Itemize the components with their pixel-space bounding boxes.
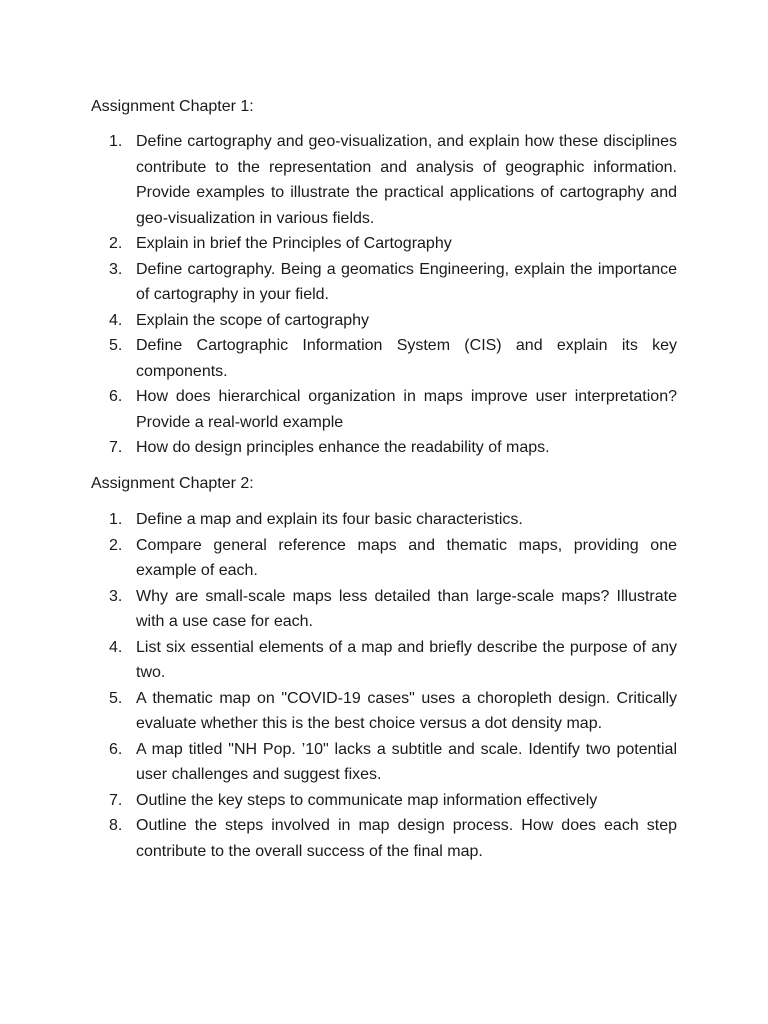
question-text: Why are small-scale maps less detailed than large-scale maps? Illustrate with a use case for each. (136, 587, 677, 630)
question-text: Explain the scope of cartography (136, 311, 370, 329)
question-number: 7. (109, 439, 123, 456)
question-text: Outline the steps involved in map design process. How does each step contribute to the overall success of the final map. (136, 817, 677, 860)
question-number: 4. (109, 638, 123, 656)
chapter-2-question-list (109, 507, 677, 864)
question-text: Compare general reference maps and thematic maps, providing one example of each. (136, 536, 677, 579)
question-number: 2. (109, 235, 123, 252)
question-text: Define a map and explain its four basic characteristics. (136, 511, 523, 528)
question-number: 2. (109, 536, 123, 554)
chapter-2-heading: Assignment Chapter 2: (91, 475, 254, 492)
question-number: 8. (109, 817, 123, 834)
chapter-2-question-1 (109, 507, 677, 533)
question-text: Define Cartographic Information System (CIS) and explain its key components. (136, 337, 677, 380)
question-number: 4. (109, 311, 123, 329)
question-number: 6. (109, 740, 123, 758)
chapter-1-heading: Assignment Chapter 1: (91, 98, 254, 115)
question-number: 1. (109, 511, 123, 528)
question-text: Define cartography. Being a geomatics Engineering, explain the importance of cartography in your field. (136, 260, 677, 303)
chapter-1-question-1 (109, 129, 677, 231)
chapter-2-question-4 (109, 635, 677, 686)
chapter-2-question-7 (109, 788, 677, 814)
question-text: List six essential elements of a map and briefly describe the purpose of any two. (136, 638, 677, 681)
question-number: 5. (109, 689, 123, 707)
question-number: 6. (109, 388, 123, 405)
question-text: Outline the key steps to communicate map information effectively (136, 791, 598, 809)
chapter-1-question-list (109, 129, 677, 461)
chapter-1-question-7 (109, 435, 677, 461)
chapter-1-question-3 (109, 257, 677, 308)
question-number: 3. (109, 260, 123, 278)
question-text: How do design principles enhance the readability of maps. (136, 439, 550, 456)
question-text: Explain in brief the Principles of Cartography (136, 235, 452, 252)
chapter-1-question-2 (109, 231, 677, 257)
chapter-2-question-3 (109, 584, 677, 635)
question-text: How does hierarchical organization in maps improve user interpretation? Provide a real-world example (136, 388, 677, 431)
chapter-2-question-8 (109, 813, 677, 864)
chapter-1-question-5 (109, 333, 677, 384)
chapter-2-question-5 (109, 686, 677, 737)
chapter-2-question-2 (109, 533, 677, 584)
question-text: A thematic map on "COVID-19 cases" uses a choropleth design. Critically evaluate whether this is the best choice versus a dot density map. (136, 689, 677, 732)
chapter-1-question-4 (109, 308, 677, 334)
question-number: 5. (109, 337, 123, 354)
chapter-2-question-6 (109, 737, 677, 788)
question-number: 7. (109, 791, 123, 809)
chapter-1-question-6 (109, 384, 677, 435)
question-text: Define cartography and geo-visualization, and explain how these disciplines contribute to the representation and analysis of geographic information. Provide examples to illustrate the practical applications of cartography and geo-visualization in various fields. (136, 133, 677, 227)
question-number: 3. (109, 587, 123, 605)
question-number: 1. (109, 133, 123, 150)
question-text: A map titled "NH Pop. ’10" lacks a subtitle and scale. Identify two potential user challenges and suggest fixes. (136, 740, 677, 783)
